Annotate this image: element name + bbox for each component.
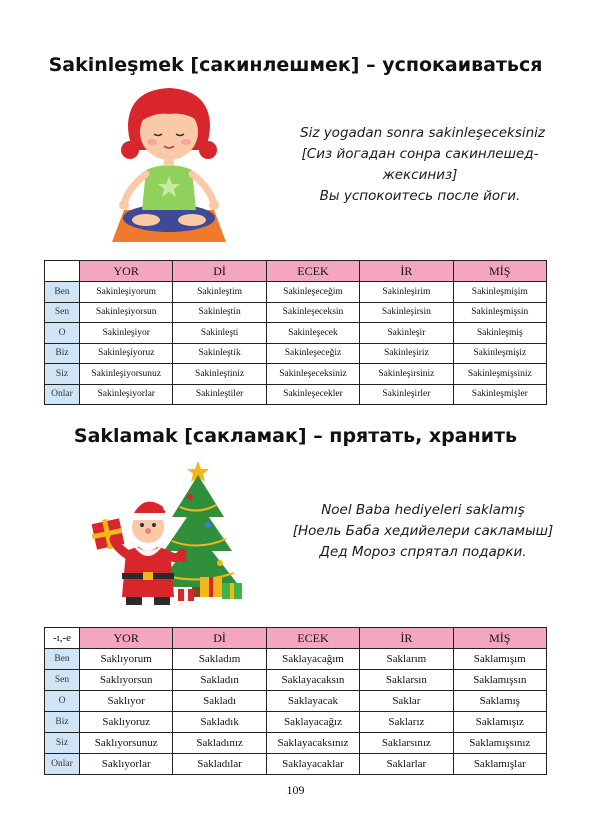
section-title-sakinlesmek: Sakinleşmek [сакинлешмек] – успокаиваться bbox=[48, 54, 543, 76]
table-cell: Saklıyorlar bbox=[80, 754, 173, 775]
table-row bbox=[45, 384, 547, 405]
pronoun-cell: Sen bbox=[45, 670, 80, 691]
pronoun-cell: Ben bbox=[45, 649, 80, 670]
table-cell: Saklıyor bbox=[80, 691, 173, 712]
table-cell: Sakinleşirsin bbox=[360, 302, 453, 323]
table-cell: Sakladınız bbox=[173, 733, 266, 754]
table-cell: Saklamışlar bbox=[453, 754, 546, 775]
table-cell: Saklar bbox=[360, 691, 453, 712]
table-cell: Sakinleşiyorsunuz bbox=[80, 364, 173, 385]
table-cell: Sakladı bbox=[173, 691, 266, 712]
table-cell: Sakinleşiyorsun bbox=[80, 302, 173, 323]
tense-header: Dİ bbox=[173, 261, 266, 282]
pronoun-cell: Biz bbox=[45, 343, 80, 364]
table-row bbox=[45, 670, 547, 691]
conjugation-table-saklamak bbox=[44, 627, 547, 775]
table-row bbox=[45, 343, 547, 364]
table-cell: Sakinleşiyorlar bbox=[80, 384, 173, 405]
table-cell: Saklıyorsunuz bbox=[80, 733, 173, 754]
table-cell: Saklayacağız bbox=[266, 712, 359, 733]
table-cell: Sakinleşeceğiz bbox=[266, 343, 359, 364]
table-cell: Sakladın bbox=[173, 670, 266, 691]
table-cell: Saklıyorum bbox=[80, 649, 173, 670]
table-cell: Saklamışsın bbox=[453, 670, 546, 691]
table-cell: Sakinleşeceksiniz bbox=[266, 364, 359, 385]
table-cell: Saklamışım bbox=[453, 649, 546, 670]
pronoun-cell: Onlar bbox=[45, 754, 80, 775]
table-cell: Saklıyorsun bbox=[80, 670, 173, 691]
tense-header: YOR bbox=[80, 628, 173, 649]
table-cell: Sakinleşecekler bbox=[266, 384, 359, 405]
tense-header: YOR bbox=[80, 261, 173, 282]
table-cell: Saklayacağım bbox=[266, 649, 359, 670]
tense-header: Dİ bbox=[173, 628, 266, 649]
table-row bbox=[45, 323, 547, 344]
table-cell: Sakinleşirsiniz bbox=[360, 364, 453, 385]
table-cell: Sakinleşmiş bbox=[453, 323, 546, 344]
example-line: Siz yogadan sonra sakinleşeceksiniz bbox=[300, 125, 545, 141]
table-cell: Sakinleştiler bbox=[173, 384, 266, 405]
pronoun-cell: Siz bbox=[45, 733, 80, 754]
table-corner bbox=[45, 261, 80, 282]
example-line: [Сиз йогадан сонра сакинлешед- bbox=[301, 146, 539, 162]
table-cell: Sakinleşirim bbox=[360, 282, 453, 303]
table-cell: Sakladılar bbox=[173, 754, 266, 775]
table-cell: Saklayacaksınız bbox=[266, 733, 359, 754]
table-cell: Sakinleştiniz bbox=[173, 364, 266, 385]
conjugation-table-sakinlesmek bbox=[44, 260, 547, 405]
example-line: жексиниз] bbox=[382, 167, 458, 183]
table-cell: Saklarsın bbox=[360, 670, 453, 691]
pronoun-cell: Sen bbox=[45, 302, 80, 323]
table-row bbox=[45, 754, 547, 775]
table-cell: Sakinleşmişsin bbox=[453, 302, 546, 323]
table-cell: Sakinleşmişim bbox=[453, 282, 546, 303]
pronoun-cell: Siz bbox=[45, 364, 80, 385]
table-row bbox=[45, 302, 547, 323]
table-cell: Sakinleştim bbox=[173, 282, 266, 303]
tense-header: İR bbox=[360, 628, 453, 649]
pronoun-cell: Onlar bbox=[45, 384, 80, 405]
section-title-saklamak: Saklamak [сакламак] – прятать, хранить bbox=[73, 425, 518, 447]
pronoun-cell: O bbox=[45, 691, 80, 712]
tense-header: ECEK bbox=[266, 261, 359, 282]
table-cell: Sakinleşecek bbox=[266, 323, 359, 344]
table-cell: Saklarsınız bbox=[360, 733, 453, 754]
table-cell: Saklayacaksın bbox=[266, 670, 359, 691]
tense-header: MİŞ bbox=[453, 628, 546, 649]
table-cell: Sakinleşti bbox=[173, 323, 266, 344]
table-cell: Sakinleşeceğim bbox=[266, 282, 359, 303]
table-cell: Sakinleşiyorum bbox=[80, 282, 173, 303]
table-cell: Sakinleştik bbox=[173, 343, 266, 364]
table-cell: Saklamışsınız bbox=[453, 733, 546, 754]
table-row bbox=[45, 733, 547, 754]
table-cell: Saklayacaklar bbox=[266, 754, 359, 775]
example-line: Дед Мороз спрятал подарки. bbox=[319, 544, 527, 560]
tense-header: MİŞ bbox=[453, 261, 546, 282]
pronoun-cell: O bbox=[45, 323, 80, 344]
example-sentence-1 bbox=[300, 123, 545, 207]
table-row bbox=[45, 712, 547, 733]
table-cell: Saklayacak bbox=[266, 691, 359, 712]
table-cell: Saklamış bbox=[453, 691, 546, 712]
tense-header: ECEK bbox=[266, 628, 359, 649]
example-line: [Ноель Баба хедийелери сакламыш] bbox=[292, 523, 554, 539]
example-sentence-2 bbox=[292, 500, 554, 563]
table-cell: Sakinleşeceksin bbox=[266, 302, 359, 323]
table-cell: Sakinleşiyoruz bbox=[80, 343, 173, 364]
table-cell: Sakinleşiriz bbox=[360, 343, 453, 364]
table-cell: Sakladım bbox=[173, 649, 266, 670]
table-row bbox=[45, 364, 547, 385]
table-corner: -ı,-e bbox=[45, 628, 80, 649]
table-cell: Sakinleştin bbox=[173, 302, 266, 323]
table-cell: Saklarlar bbox=[360, 754, 453, 775]
page-number: 109 bbox=[286, 783, 305, 797]
table-cell: Sakladık bbox=[173, 712, 266, 733]
table-cell: Saklıyoruz bbox=[80, 712, 173, 733]
pronoun-cell: Ben bbox=[45, 282, 80, 303]
table-cell: Saklarız bbox=[360, 712, 453, 733]
pronoun-cell: Biz bbox=[45, 712, 80, 733]
tense-header: İR bbox=[360, 261, 453, 282]
santa-christmas-tree-illustration bbox=[88, 455, 250, 615]
table-cell: Saklamışız bbox=[453, 712, 546, 733]
table-cell: Sakinleşirler bbox=[360, 384, 453, 405]
table-cell: Sakinleşir bbox=[360, 323, 453, 344]
table-cell: Sakinleşmişiz bbox=[453, 343, 546, 364]
table-cell: Sakinleşmişler bbox=[453, 384, 546, 405]
table-cell: Sakinleşmişsiniz bbox=[453, 364, 546, 385]
meditating-girl-illustration bbox=[110, 84, 228, 244]
table-cell: Sakinleşiyor bbox=[80, 323, 173, 344]
table-row bbox=[45, 282, 547, 303]
example-line: Вы успокоитесь после йоги. bbox=[319, 188, 521, 204]
table-cell: Saklarım bbox=[360, 649, 453, 670]
table-row bbox=[45, 649, 547, 670]
example-line: Noel Baba hediyeleri saklamış bbox=[321, 502, 525, 518]
table-row bbox=[45, 691, 547, 712]
